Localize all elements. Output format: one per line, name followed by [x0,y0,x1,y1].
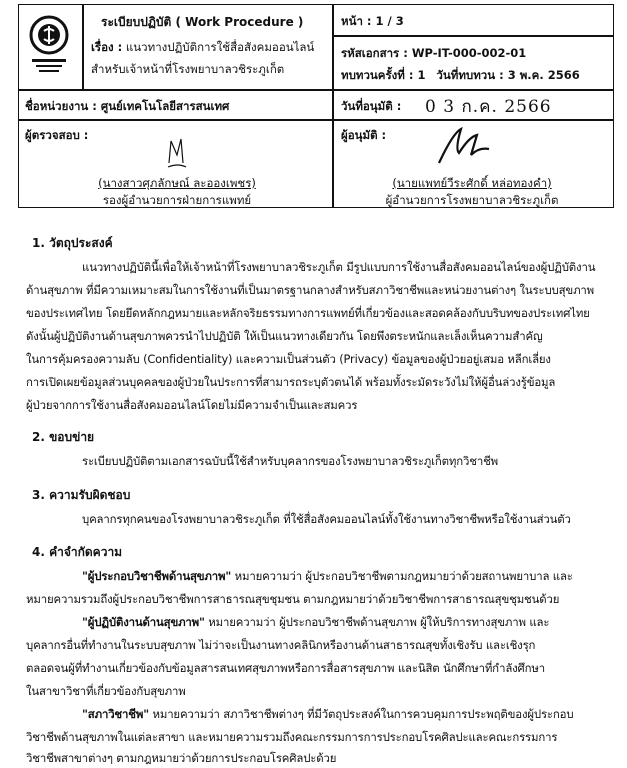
approve-date-stamp: 0 3 ก.ค. 2566 [425,97,552,117]
reviewer-label: ผู้ตรวจสอบ : [25,128,89,142]
definition-3-line [26,706,627,724]
subject-line-1 [91,39,314,57]
section-1-line: ด้านสุขภาพ ที่มีความเหมาะสมในการใช้งานที่เป็นมาตรฐานกลางสำหรับสภาวิชาชีพและหน่วยงานต่างๆ ในระบบสุขภาพ [26,283,595,297]
definition-2-line: บุคลากรอื่นที่ทำงานในระบบสุขภาพ ไม่ว่าจะเป็นงานทางคลินิกหรืองานด้านสาธารณสุขทั้งเชิงรับ และเชิงรุก [26,638,536,652]
approver-title: ผู้อำนวยการโรงพยาบาลวชิระภูเก็ต [385,193,559,207]
definition-3-line: วิชาชีพด้านสุขภาพในแต่ละสาขา และหมายความรวมถึงคณะกรรมการการประกอบโรคศิลปะและคณะกรรมการ [26,730,558,744]
review-date: วันที่ทบทวน : 3 พ.ค. 2566 [436,68,580,82]
page-number: หน้า : 1 / 3 [341,14,404,28]
definition-text: หมายความว่า ผู้ประกอบวิชาชีพตามกฎหมายว่าด้วยสถานพยาบาล และ [231,569,573,583]
unit-name: ชื่อหน่วยงาน : ศูนย์เทคโนโลยีสารสนเทศ [25,99,230,113]
section-2-title: 2. ขอบข่าย [32,430,95,444]
document-header-table [18,4,614,208]
revision-row [341,67,580,85]
definition-2-line: ในสาขาวิชาที่เกี่ยวข้องกับสุขภาพ [26,684,186,698]
revision-number: ทบทวนครั้งที่ : 1 [341,68,426,82]
subject-text-1: แนวทางปฏิบัติการใช้สื่อสังคมออนไลน์ [125,40,315,54]
definition-text: หมายความว่า สภาวิชาชีพต่างๆ ที่มีวัตถุประสงค์ในการควบคุมการประพฤติของผู้ประกอบ [149,707,574,721]
header-divider [332,35,614,37]
section-1-title: 1. วัตถุประสงค์ [32,236,113,250]
document-code: รหัสเอกสาร : WP-IT-000-002-01 [341,46,527,60]
section-1-line: ของประเทศไทย โดยยึดหลักกฎหมายและหลักจริยธรรมทางการแพทย์ที่เกี่ยวข้องและสอดคล้องกับบริบทของประเทศไทย [26,306,590,320]
definition-text: หมายความว่า ผู้ประกอบวิชาชีพด้านสุขภาพ ผู้ให้บริการทางสุขภาพ และ [204,615,550,629]
approver-name: (นายแพทย์วีระศักดิ์ หล่อทองคำ) [392,176,552,190]
definition-2-line: ตลอดจนผู้ที่ทำงานเกี่ยวข้องกับข้อมูลสารสนเทศสุขภาพหรือการสื่อสารสุขภาพ และนิสิต นักศึกษาที่กำลังศึกษา [26,661,545,675]
approver-signature-icon [433,123,497,175]
approve-date-label: วันที่อนุมัติ : [341,99,402,113]
definition-term: "สภาวิชาชีพ" [82,707,149,721]
section-1-line: ผู้ป่วยจากการใช้งานสื่อสังคมออนไลน์โดยไม่มีความจำเป็นและสมควร [26,398,358,412]
section-2-line: ระเบียบปฏิบัติตามเอกสารฉบับนี้ใช้สำหรับบุคลากรของโรงพยาบาลวชิระภูเก็ตทุกวิชาชีพ [82,454,499,468]
section-1-line: ในการคุ้มครองความลับ (Confidentiality) และความเป็นส่วนตัว (Privacy) ข้อมูลของผู้ป่วยอยู่เสมอ หลีกเลี่ยง [26,352,551,366]
definition-2-line [26,614,627,632]
definition-3-line: วิชาชีพสาขาต่างๆ ตามกฎหมายว่าด้วยการประกอบโรคศิลปะด้วย [26,751,337,765]
reviewer-title: รองผู้อำนวยการฝ่ายการแพทย์ [102,193,252,207]
section-4-title: 4. คำจำกัดความ [32,545,123,559]
definition-1-line: หมายความรวมถึงผู้ประกอบวิชาชีพการสาธารณสุขชุมชน ตามกฎหมายว่าด้วยวิชาชีพการสาธารณสุขชุมชนด้วย [26,592,560,606]
approver-label: ผู้อนุมัติ : [341,128,387,142]
section-1-line: การเปิดเผยข้อมูลส่วนบุคคลของผู้ป่วยในประการที่สามารถระบุตัวตนได้ พร้อมทั้งระมัดระวังไม่ให้ผู้อื่นล่วงรู้ข้อมูล [26,375,556,389]
section-3-title: 3. ความรับผิดชอบ [32,488,131,502]
definition-term: "ผู้ประกอบวิชาชีพด้านสุขภาพ" [82,569,232,583]
reviewer-name: (นางสาวศุภลักษณ์ ละอองเพชร) [98,176,256,190]
section-1-line: แนวทางปฏิบัตินี้เพื่อให้เจ้าหน้าที่โรงพยาบาลวชิระภูเก็ต มีรูปแบบการใช้งานสื่อสังคมออนไลน์ของผู้ปฏิบัติงาน [82,260,596,274]
header-divider [82,5,84,89]
definition-1-line [26,568,627,586]
section-3-line: บุคลากรทุกคนของโรงพยาบาลวชิระภูเก็ต ที่ใช้สื่อสังคมออนไลน์ทั้งใช้งานทางวิชาชีพหรือใช้งานส่วนตัว [82,512,571,526]
procedure-title: ระเบียบปฏิบัติ ( Work Procedure ) [101,15,304,29]
section-1-line: ดังนั้นผู้ปฏิบัติงานด้านสุขภาพควรนำไปปฏิบัติ ให้เป็นแนวทางเดียวกัน โดยพึงตระหนักและเล็งเห็นความสำคัญ [26,329,543,343]
reviewer-signature-icon [165,133,189,173]
subject-line-2: สำหรับเจ้าหน้าที่โรงพยาบาลวชิระภูเก็ต [91,62,285,76]
hospital-logo-icon [26,13,72,77]
subject-label: เรื่อง : [91,40,123,54]
header-divider [19,89,613,91]
definition-term: "ผู้ปฏิบัติงานด้านสุขภาพ" [82,615,205,629]
